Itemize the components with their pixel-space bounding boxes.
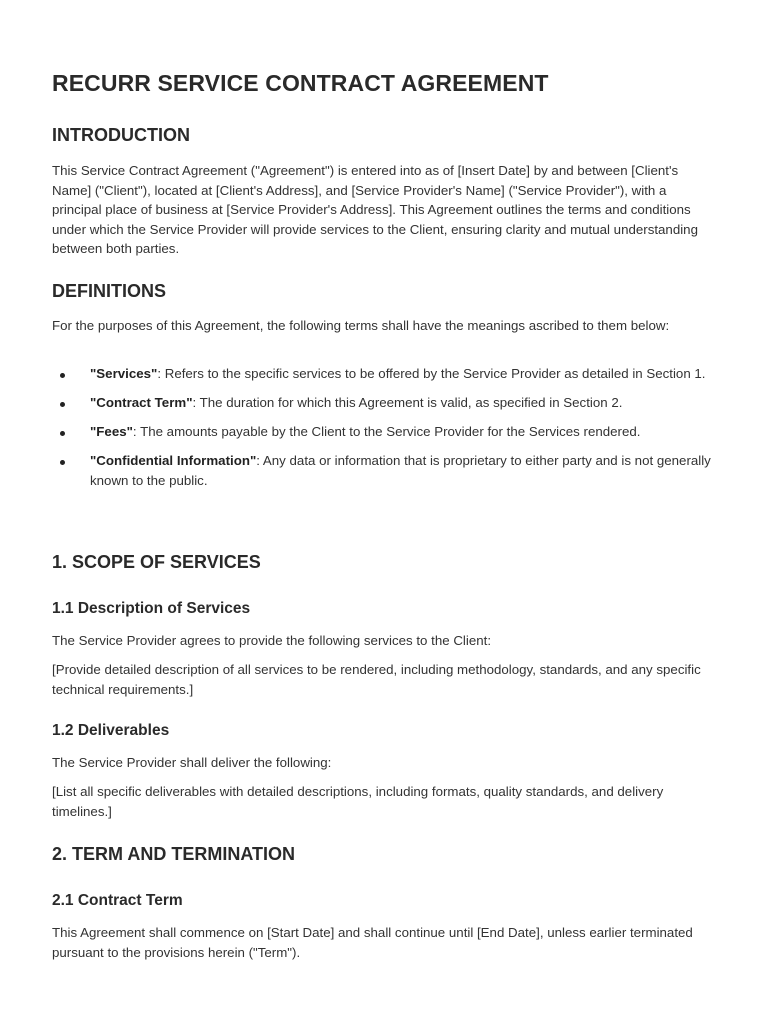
definition-term: "Fees" — [90, 424, 133, 439]
definition-term: "Confidential Information" — [90, 453, 257, 468]
definition-term: "Contract Term" — [90, 395, 193, 410]
introduction-heading: INTRODUCTION — [52, 125, 190, 145]
definitions-intro: For the purposes of this Agreement, the following terms shall have the meanings ascribed to them below: — [52, 318, 670, 333]
scope-heading: 1. SCOPE OF SERVICES — [52, 552, 261, 572]
document-title: RECURR SERVICE CONTRACT AGREEMENT — [52, 70, 549, 96]
bullet-icon — [60, 373, 65, 378]
definition-text: : The amounts payable by the Client to the Service Provider for the Services rendered. — [132, 424, 641, 439]
definitions-list — [52, 364, 722, 500]
definition-text: : The duration for which this Agreement is valid, as specified in Section 2. — [192, 395, 623, 410]
definitions-heading: DEFINITIONS — [52, 281, 167, 301]
bullet-icon — [60, 402, 65, 407]
deliverables-heading: 1.2 Deliverables — [52, 722, 170, 739]
definition-text: : Refers to the specific services to be offered by the Service Provider as detailed in Section 1. — [157, 366, 706, 381]
description-heading: 1.1 Description of Services — [52, 600, 251, 617]
description-text: The Service Provider agrees to provide the following services to the Client: — [52, 633, 492, 648]
list-item — [52, 451, 722, 490]
bullet-icon — [60, 431, 65, 436]
list-item — [52, 422, 722, 442]
term-heading: 2. TERM AND TERMINATION — [52, 844, 295, 864]
deliverables-text: The Service Provider shall deliver the following: — [52, 755, 332, 770]
introduction-text: This Service Contract Agreement ("Agreement") is entered into as of [Insert Date] by and between [Client's Name] ("Client"), located at [Client's Address], and [Service Provider's Name] ("Service Provider"), with a principal place of business at [Service Provider's Address]. This Agreement outlines the terms and conditions under which the Service Provider will provide services to the Client, ensuring clarity and mutual understanding between both parties. — [52, 163, 698, 256]
bullet-icon — [60, 460, 65, 465]
deliverables-placeholder: [List all specific deliverables with detailed descriptions, including formats, quality standards, and delivery timelines.] — [52, 784, 664, 819]
definition-text: : Any data or information that is proprietary to either party and is not generally known to the public. — [90, 453, 711, 488]
definition-term: "Services" — [90, 366, 158, 381]
contract-term-heading: 2.1 Contract Term — [52, 892, 183, 909]
description-placeholder: [Provide detailed description of all services to be rendered, including methodology, standards, and any specific technical requirements.] — [52, 662, 701, 697]
contract-term-text: This Agreement shall commence on [Start Date] and shall continue until [End Date], unless earlier terminated pursuant to the provisions herein ("Term"). — [52, 925, 693, 960]
list-item — [52, 393, 722, 413]
list-item — [52, 364, 722, 384]
